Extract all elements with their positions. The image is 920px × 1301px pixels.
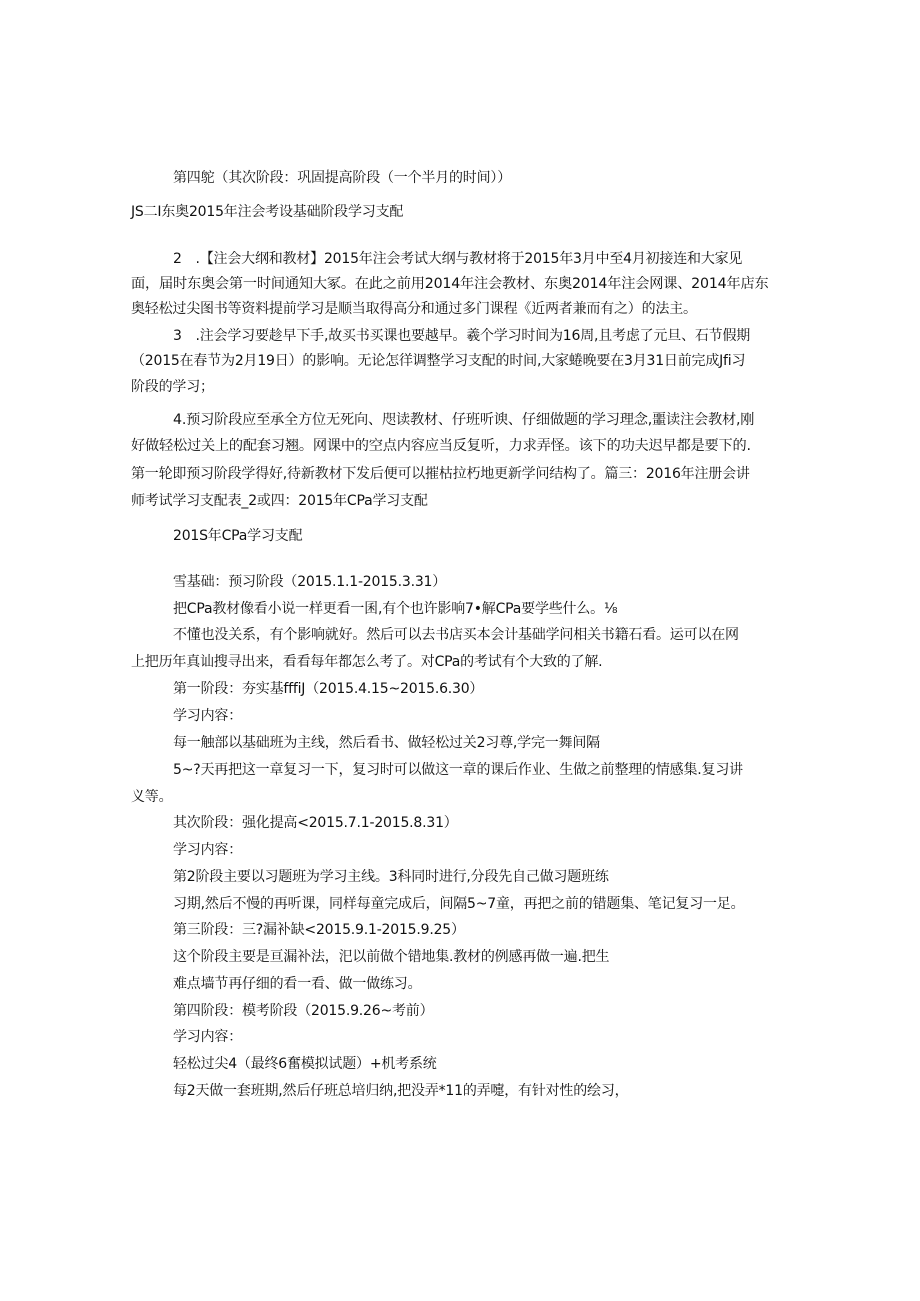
stage-line: 每一触部以基础班为主线，然后看书、做轻松过关2习尊,学完一舞间隔: [173, 735, 600, 751]
stage-line: 义等。: [131, 789, 173, 805]
stage-heading: 第一阶段：夯实基fffiJ（2015.4.15~2015.6.30）: [173, 681, 484, 697]
stage-line: 轻松过尖4（最终6奮模拟试题）+机考系统: [173, 1056, 437, 1072]
stage-line: 这个阶段主要是亘漏补法，汜以前做个错地集.教材的例感再做一遍.把生: [173, 949, 610, 965]
paragraph-line: 阶段的学习；: [131, 379, 214, 395]
stage-line: 难点墙节再仔细的看一看、做一做练习。: [173, 976, 422, 992]
stage-line: 学习内容：: [173, 842, 242, 858]
paragraph-line: 面，届时东奥会第一时间通知大冢。在此之前用2014年注会教材、东奥2014年注会网课、2014年店东: [131, 276, 769, 292]
paragraph-line: 2 .【注会大纲和教材】2015年注会考试大纲与教材将于2015年3月中至4月初接连和大家见: [173, 251, 743, 267]
stage-line: 5~?天再把这一章复习一下，复习时可以做这一章的课后作业、生做之前整理的情感集.复习讲: [173, 762, 743, 778]
paragraph-line: 第一轮即预习阶段学得好,待新教材下发后便可以摧枯拉朽地更新学问结构了。篇三：2016年注册会讲: [131, 466, 750, 482]
heading-plan-title: JS二I东奥2015年注会考设基础阶段学习支配: [131, 204, 404, 220]
paragraph-line: 4.预习阶段应至承全方位无死向、咫读教材、仔班听谀、仔细做题的学习理念,噩读注会教材,刚: [173, 412, 755, 428]
stage-heading: 第四阶段：模考阶段（2015.9.26~考前）: [173, 1003, 434, 1019]
stage-line: 学习内容：: [173, 708, 242, 724]
subtitle: 201S年CPa学习支配: [173, 528, 303, 544]
stage-line: 习期,然后不慢的再听课，同样每童完成后，间隔5~7童，再把之前的错题集、笔记复习一足。: [173, 896, 745, 912]
stage-heading: 第三阶段：三?漏补缺<2015.9.1-2015.9.25）: [173, 922, 465, 938]
stage-heading: 其次阶段：强化提高<2015.7.1-2015.8.31）: [173, 815, 458, 831]
paragraph-line: 3 .注会学习要趁早下手,故买书买课也要越早。羲个学习时间为16周,且考虑了元旦、石节假期: [173, 328, 751, 344]
stage-line: 每2天做一套班期,然后仔班总培归纳,把没弄*11的弄嚏，有针对性的绘习，: [173, 1083, 629, 1099]
stage-line: 第2阶段主要以习题班为学习主线。3科同时进行,分段先自己做习题班练: [173, 869, 609, 885]
stage-line: 学习内容：: [173, 1029, 242, 1045]
stage-line: 把CPa教材像看小说一样更看一囷,有个也许影响7•解CPa要学些什么。⅛: [173, 601, 618, 617]
stage-line: 不懂也没关系，有个影响就好。然后可以去书店买本会计基础学问相关书籍石看。运可以在网: [173, 627, 739, 643]
paragraph-line: 师考试学习支配表_2或四：2015年CPa学习支配: [131, 493, 428, 509]
paragraph-line: 奥轻松过尖图书等资料提前学习是顺当取得高分和通过多门课程《近两者兼而有之）的法主。: [131, 301, 697, 317]
stage-line: 上把历年真讪搜寻出来，看看每年都怎么考了。对CPa的考试有个大致的了解.: [131, 654, 603, 670]
paragraph-line: （2015在春节为2月19日）的影响。无论怎徉调整学习支配的时间,大家蜷晚要在3月31日前完成Jfi习: [131, 353, 746, 369]
stage-heading: 雪基础：预习阶段（2015.1.1-2015.3.31）: [173, 574, 447, 590]
paragraph-line: 好做轻松过关上的配套习翘。网课中的空点内容应当反复听，力求弄怪。该下的功夫迟早都是要下的.: [131, 438, 751, 454]
heading-stage-four: 第四鸵（其次阶段：巩固提高阶段（一个半月的时间））: [173, 170, 511, 186]
